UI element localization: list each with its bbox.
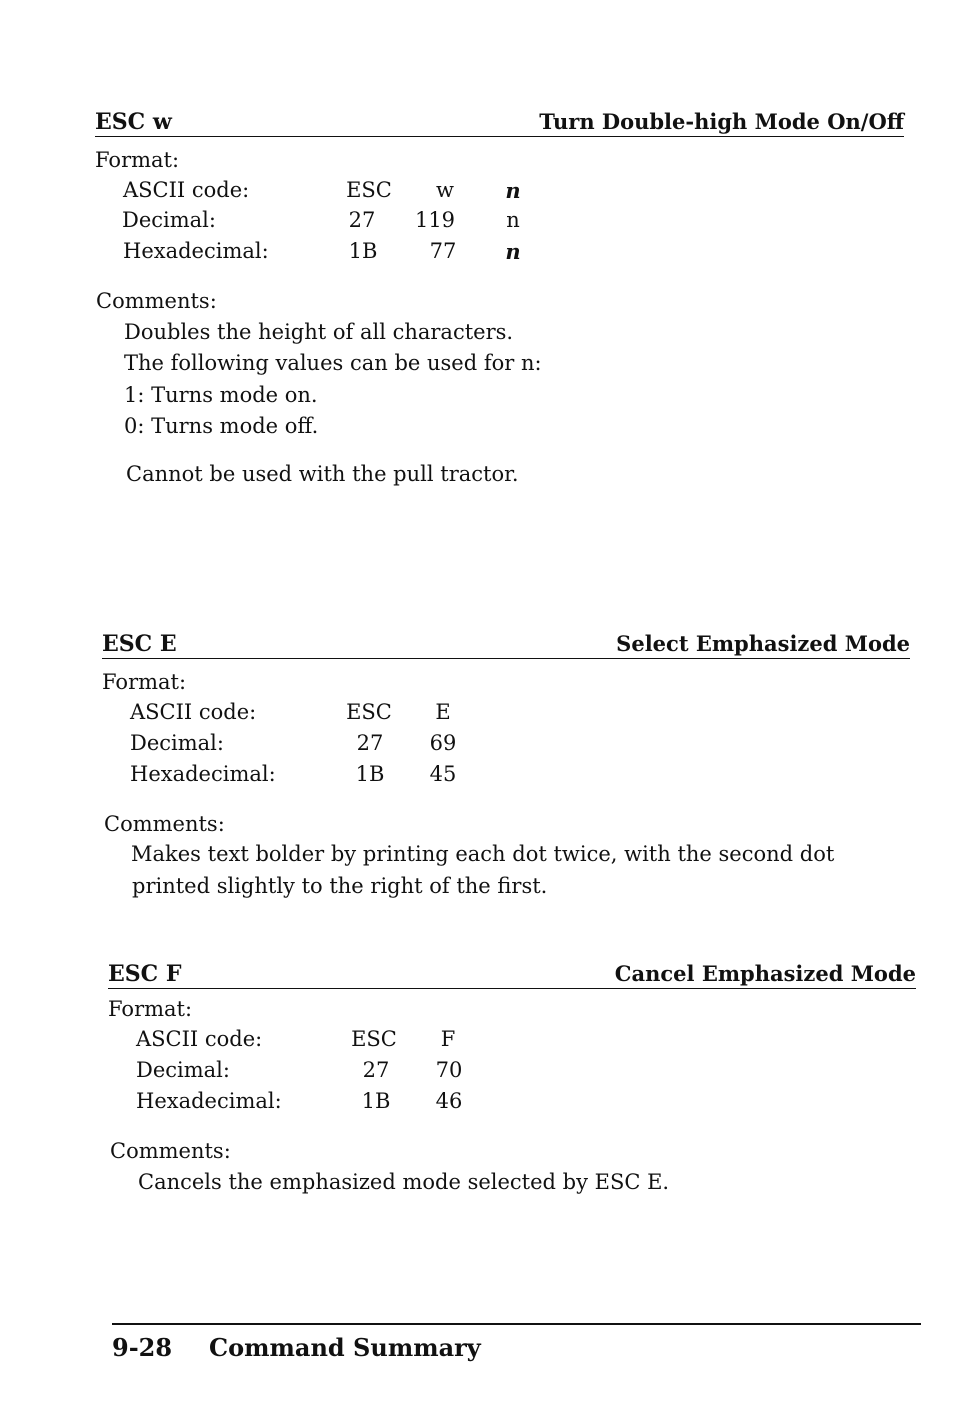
format-cell: 1B <box>361 1089 391 1113</box>
format-cell: ESC <box>346 178 392 202</box>
format-cell: 119 <box>414 208 456 232</box>
format-cell: 27 <box>362 1058 390 1082</box>
format-row-hex <box>136 1089 536 1119</box>
comment-line: Doubles the height of all characters. <box>124 320 514 344</box>
format-cell: 70 <box>435 1058 463 1082</box>
format-row-label: Hexadecimal: <box>130 762 276 786</box>
format-label: Format: <box>108 997 193 1021</box>
format-cell: 1B <box>355 762 385 786</box>
command-section-esc-w <box>95 108 904 508</box>
format-row-label: Decimal: <box>136 1058 230 1082</box>
format-row-label: ASCII code: <box>136 1027 263 1051</box>
comments-label: Comments: <box>96 289 217 313</box>
command-name: ESC w <box>95 109 172 135</box>
format-row-label: ASCII code: <box>130 700 257 724</box>
format-cell: w <box>436 178 454 202</box>
command-section-esc-f <box>108 960 916 1200</box>
format-row-hex <box>123 239 623 269</box>
format-cell: n <box>505 239 521 264</box>
format-cell: ESC <box>346 700 392 724</box>
comment-line: Cannot be used with the pull tractor. <box>126 462 519 486</box>
command-header <box>108 960 916 989</box>
command-name: ESC F <box>108 961 182 987</box>
format-row-ascii <box>136 1027 536 1057</box>
format-row-hex <box>130 762 530 792</box>
comment-line: Cancels the emphasized mode selected by ESC E. <box>138 1170 670 1194</box>
command-name: ESC E <box>102 631 177 657</box>
comment-line: Makes text bolder by printing each dot twice, with the second dot <box>131 842 835 866</box>
comments-label: Comments: <box>104 812 225 836</box>
page-number: 9-28 <box>112 1333 173 1362</box>
command-header <box>102 630 910 659</box>
format-cell: 45 <box>429 762 457 786</box>
format-row-label: Hexadecimal: <box>136 1089 282 1113</box>
format-cell: 1B <box>348 239 378 263</box>
format-row-decimal <box>130 731 530 761</box>
command-title: Cancel Emphasized Mode <box>614 961 916 986</box>
format-cell: ESC <box>351 1027 397 1051</box>
footer-title: Command Summary <box>209 1333 481 1362</box>
comment-line: printed slightly to the right of the first. <box>132 874 548 898</box>
comment-line: 0: Turns mode off. <box>124 414 319 438</box>
format-label: Format: <box>95 148 180 172</box>
comment-line: 1: Turns mode on. <box>124 383 318 407</box>
format-row-decimal <box>122 208 622 238</box>
format-cell: n <box>506 208 520 232</box>
command-title: Select Emphasized Mode <box>616 631 910 656</box>
command-header <box>95 108 904 137</box>
format-row-ascii <box>130 700 530 730</box>
page-footer <box>112 1323 921 1362</box>
format-cell: 27 <box>356 731 384 755</box>
comments-label: Comments: <box>110 1139 231 1163</box>
format-row-ascii <box>123 178 623 208</box>
format-row-label: Hexadecimal: <box>123 239 269 263</box>
comment-line: The following values can be used for n: <box>124 351 542 375</box>
format-cell: 46 <box>435 1089 463 1113</box>
format-cell: F <box>440 1027 456 1051</box>
format-row-label: Decimal: <box>130 731 224 755</box>
format-row-label: ASCII code: <box>123 178 250 202</box>
command-title: Turn Double-high Mode On/Off <box>539 109 904 134</box>
format-cell: n <box>505 178 521 203</box>
format-cell: 27 <box>348 208 376 232</box>
format-cell: 77 <box>429 239 457 263</box>
format-label: Format: <box>102 670 187 694</box>
format-cell: 69 <box>429 731 457 755</box>
format-cell: E <box>435 700 451 724</box>
format-row-decimal <box>136 1058 536 1088</box>
command-section-esc-e <box>102 630 910 910</box>
format-row-label: Decimal: <box>122 208 216 232</box>
